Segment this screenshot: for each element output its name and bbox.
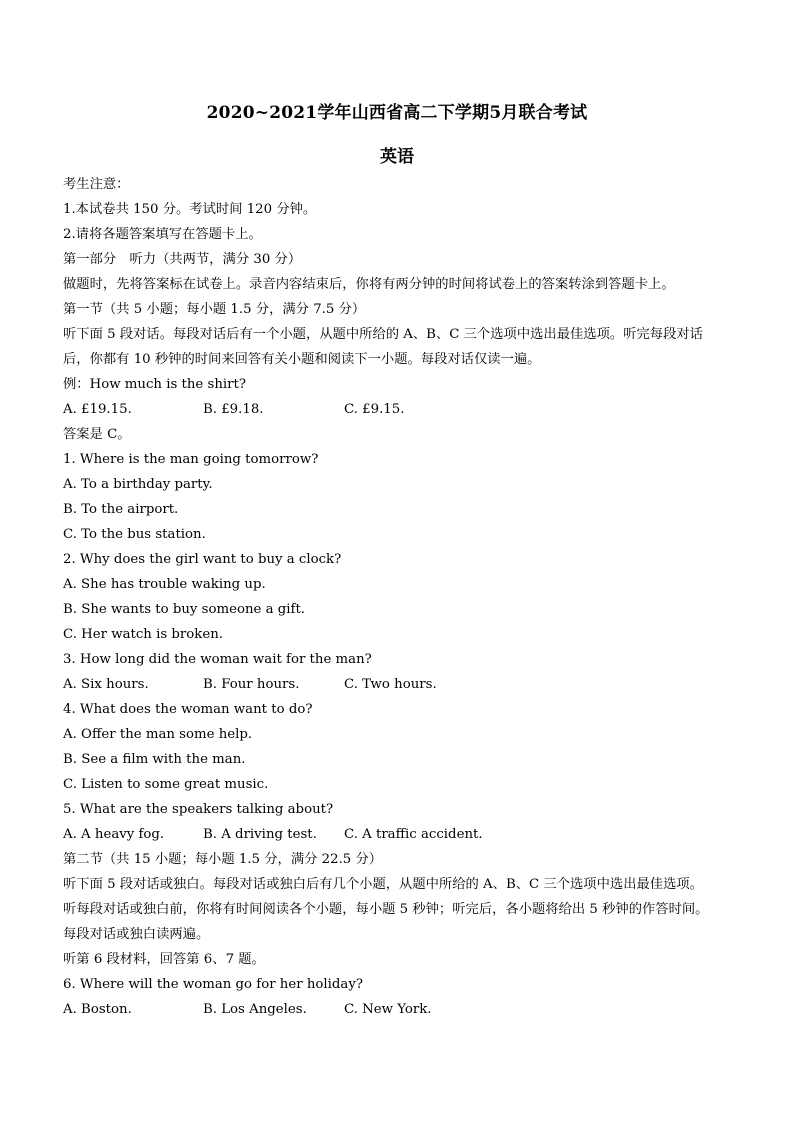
option-a: A. Six hours. <box>63 677 149 692</box>
question-5: 5. What are the speakers talking about? <box>63 802 334 817</box>
section1-instruction: 后，你都有 10 秒钟的时间来回答有关小题和阅读下一小题。每段对话仅读一遍。 <box>63 352 541 367</box>
material-note: 听第 6 段材料，回答第 6、7 题。 <box>63 952 265 967</box>
option-c: C. £9.15. <box>344 402 405 417</box>
part1-instruction: 做题时，先将答案标在试卷上。录音内容结束后，你将有两分钟的时间将试卷上的答案转涂到答题卡上。 <box>63 277 675 292</box>
section2-instruction: 每段对话或独白读两遍。 <box>63 927 210 942</box>
notice-item: 1.本试卷共 150 分。考试时间 120 分钟。 <box>63 202 317 217</box>
subject-title: 英语 <box>380 147 414 167</box>
part1-heading: 第一部分 听力（共两节，满分 30 分） <box>63 252 302 267</box>
section1-heading: 第一节（共 5 小题；每小题 1.5 分，满分 7.5 分） <box>63 302 366 317</box>
section1-instruction: 听下面 5 段对话。每段对话后有一个小题，从题中所给的 A、B、C 三个选项中选出最佳选项。听完每段对话 <box>63 327 703 342</box>
option-b: B. See a film with the man. <box>63 752 246 767</box>
question-3: 3. How long did the woman wait for the man? <box>63 652 372 667</box>
option-b: B. Four hours. <box>203 677 300 692</box>
option-a: A. Offer the man some help. <box>63 727 253 742</box>
notice-heading: 考生注意： <box>63 177 130 192</box>
question-3-options <box>63 672 743 697</box>
option-b: B. A driving test. <box>203 827 317 842</box>
example-answer: 答案是 C。 <box>63 427 131 442</box>
option-a: A. She has trouble waking up. <box>63 577 266 592</box>
option-a: A. £19.15. <box>63 402 132 417</box>
section2-heading: 第二节（共 15 小题；每小题 1.5 分，满分 22.5 分） <box>63 852 383 867</box>
option-c: C. Listen to some great music. <box>63 777 269 792</box>
question-6: 6. Where will the woman go for her holiday? <box>63 977 363 992</box>
option-b: B. Los Angeles. <box>203 1002 307 1017</box>
question-2: 2. Why does the girl want to buy a clock? <box>63 552 342 567</box>
section2-instruction: 听下面 5 段对话或独白。每段对话或独白后有几个小题，从题中所给的 A、B、C 三个选项中选出最佳选项。 <box>63 877 703 892</box>
question-6-options <box>63 997 743 1022</box>
option-b: B. £9.18. <box>203 402 264 417</box>
option-c: C. A traffic accident. <box>344 827 483 842</box>
option-c: C. Her watch is broken. <box>63 627 223 642</box>
option-c: C. New York. <box>344 1002 432 1017</box>
question-5-options <box>63 822 743 847</box>
notice-item: 2.请将各题答案填写在答题卡上。 <box>63 227 262 242</box>
option-c: C. Two hours. <box>344 677 437 692</box>
exam-content <box>63 172 743 1022</box>
example-question: 例：How much is the shirt? <box>63 377 246 392</box>
option-c: C. To the bus station. <box>63 527 206 542</box>
option-a: A. To a birthday party. <box>63 477 213 492</box>
example-options <box>63 397 743 422</box>
section2-instruction: 听每段对话或独白前，你将有时间阅读各个小题，每小题 5 秒钟；听完后，各小题将给出 5 秒钟的作答时间。 <box>63 902 709 917</box>
question-1: 1. Where is the man going tomorrow? <box>63 452 319 467</box>
exam-title: 2020~2021学年山西省高二下学期5月联合考试 <box>206 103 588 123</box>
option-a: A. Boston. <box>63 1002 132 1017</box>
option-b: B. To the airport. <box>63 502 179 517</box>
option-a: A. A heavy fog. <box>63 827 165 842</box>
question-4: 4. What does the woman want to do? <box>63 702 313 717</box>
option-b: B. She wants to buy someone a gift. <box>63 602 306 617</box>
